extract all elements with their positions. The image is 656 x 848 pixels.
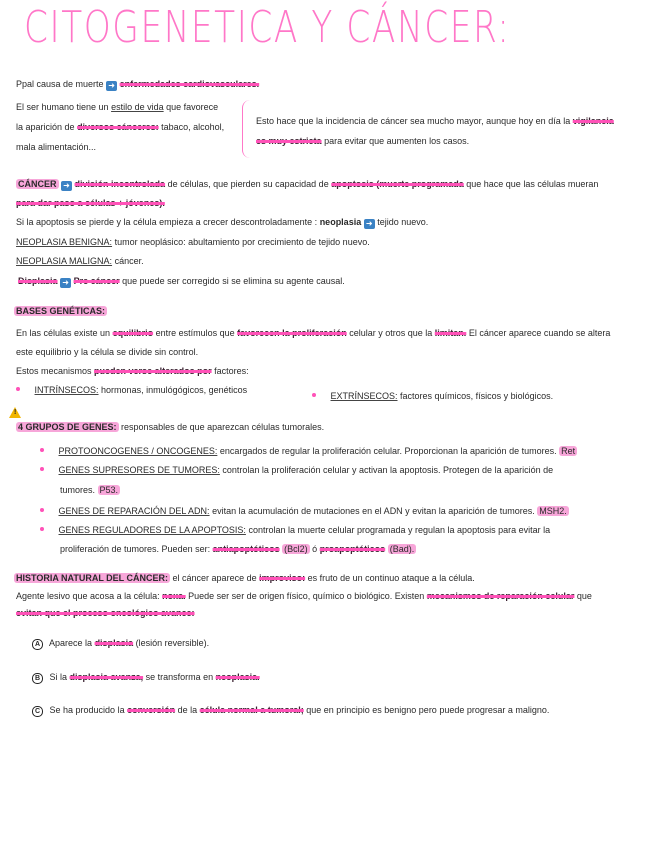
historia-line-3	[16, 607, 195, 619]
historia-text: Si la	[49, 672, 68, 682]
intro-text: Esto hace que la incidencia de cáncer sea mucho mayor, aunque hoy en día la	[256, 116, 571, 126]
cancer-line-5	[16, 255, 144, 267]
historia-text: Puede ser ser de origen físico, químico o biológico. Existen	[188, 591, 425, 601]
intro-highlight: enfermedades cardiovasculares.	[119, 79, 260, 89]
gene-group-label: GENES DE REPARACIÓN DEL ADN:	[58, 506, 210, 516]
bases-heading	[14, 305, 107, 317]
historia-text: Aparece la	[49, 638, 93, 648]
cancer-text: Si la apoptosis se pierde y la célula empieza a crecer descontroladamente :	[16, 217, 318, 227]
historia-line-1	[14, 572, 475, 584]
neoplasia-maligna-label: NEOPLASIA MALIGNA:	[16, 256, 113, 266]
cancer-label: CÁNCER	[18, 179, 57, 189]
cancer-bold: neoplasia	[319, 217, 362, 227]
intro-line-1	[16, 78, 259, 91]
intro-highlight: diversos cánceres:	[77, 122, 159, 132]
extrinsecos-label: EXTRÍNSECOS:	[330, 391, 398, 401]
gene-group-label: GENES SUPRESORES DE TUMORES:	[58, 465, 220, 475]
groups-text: tumores.	[60, 485, 96, 495]
intro-text: tabaco, alcohol,	[161, 122, 225, 132]
cancer-text: tumor neoplásico: abultamiento por crecimiento de tejido nuevo.	[114, 237, 370, 247]
intro-side-line-1	[256, 115, 614, 127]
historia-highlight: noxa.	[162, 591, 186, 601]
historia-highlight: mecanismos de reparación celular	[426, 591, 575, 601]
intro-text: la aparición de	[16, 122, 75, 132]
cancer-line-3	[16, 216, 428, 229]
step-number-icon: B	[32, 673, 43, 684]
historia-highlight: improviso:	[259, 573, 306, 583]
gene-tag: P53.	[99, 485, 119, 495]
cancer-line-2	[16, 197, 165, 209]
intro-line-4: mala alimentación...	[16, 142, 97, 152]
displasia-label: Displasia	[18, 276, 58, 286]
bases-line-2: este equilibrio y la célula se divide sin control.	[16, 347, 199, 357]
groups-heading-text: 4 GRUPOS DE GENES:	[18, 422, 117, 432]
arrow-right-icon: ➜	[106, 81, 117, 91]
bases-text: factores químicos, físicos y biológicos.	[400, 391, 554, 401]
bases-text: factores:	[214, 366, 249, 376]
gene-tag: (Bad).	[389, 544, 415, 554]
gene-tag: MSH2.	[539, 506, 567, 516]
bases-highlight: equilibrio	[112, 328, 154, 338]
step-number-icon: A	[32, 639, 43, 650]
gene-group-1	[40, 445, 577, 457]
intrinsecos-label: INTRÍNSECOS:	[34, 385, 99, 395]
historia-step-2	[32, 671, 260, 684]
warning-icon: !	[9, 407, 21, 418]
groups-text: responsables de que aparezcan células tumorales.	[121, 422, 325, 432]
gene-group-2	[40, 464, 553, 476]
historia-text: se transforma en	[145, 672, 214, 682]
historia-text: Se ha producido la	[49, 705, 125, 715]
intro-line-2	[16, 101, 218, 113]
historia-text: es fruto de un continuo ataque a la célula.	[307, 573, 475, 583]
historia-line-2	[16, 590, 592, 602]
gene-group-4-cont	[60, 543, 416, 555]
bullet-dot	[40, 527, 44, 531]
gene-group-4	[40, 524, 550, 536]
historia-highlight: conversión	[127, 705, 176, 715]
cancer-highlight: para dar paso a células + jóvenes).	[16, 198, 165, 208]
cancer-highlight: apoptosis (muerte programada	[331, 179, 464, 189]
historia-text: que en principio es benigno pero puede progresar a maligno.	[306, 705, 550, 715]
cancer-highlight: división incontrolada	[74, 179, 166, 189]
historia-text: Agente lesivo que acosa a la célula:	[16, 591, 160, 601]
historia-highlight: displasia avanza,	[69, 672, 144, 682]
intro-highlight: vigilancia	[572, 116, 614, 126]
bases-text: entre estímulos que	[155, 328, 235, 338]
historia-highlight: evitan que el proceso oncológico avance:	[16, 608, 195, 618]
cancer-text: tejido nuevo.	[377, 217, 429, 227]
bases-text: hormonas, inmulógógicos, genéticos	[101, 385, 248, 395]
intro-text: que favorece	[166, 102, 219, 112]
groups-highlight: proapoptóticos	[319, 544, 386, 554]
intrinsecos-item	[16, 384, 247, 396]
cancer-line-1	[16, 178, 598, 191]
bases-highlight: favorecen la proliferación	[237, 328, 347, 338]
historia-step-3	[32, 704, 549, 717]
brace-decoration	[242, 100, 251, 158]
bases-text: En las células existe un	[16, 328, 111, 338]
gene-group-label: PROTOONCOGENES / ONCOGENES:	[58, 446, 218, 456]
intro-line-3	[16, 121, 224, 133]
historia-text: que	[576, 591, 592, 601]
cancer-line-4	[16, 236, 370, 248]
groups-text: ó	[312, 544, 318, 554]
bases-highlight: pueden verse alterados por	[94, 366, 212, 376]
groups-text: proliferación de tumores. Pueden ser:	[60, 544, 211, 554]
bases-text: El cáncer aparece cuando se altera	[468, 328, 611, 338]
bases-line-1	[16, 327, 610, 339]
intro-text: El ser humano tiene un	[16, 102, 109, 112]
step-number-icon: C	[32, 706, 43, 717]
cancer-highlight: Pre cáncer	[73, 276, 120, 286]
historia-step-1	[32, 637, 209, 650]
cancer-text: cáncer.	[114, 256, 144, 266]
historia-text: (lesión reversible).	[135, 638, 210, 648]
neoplasia-benigna-label: NEOPLASIA BENIGNA:	[16, 237, 113, 247]
arrow-right-icon: ➜	[364, 219, 375, 229]
gene-tag: Ret	[561, 446, 576, 456]
groups-text: evitan la acumulación de mutaciones en el ADN y evitan la aparición de tumores.	[212, 506, 535, 516]
intro-text: para evitar que aumenten los casos.	[324, 136, 470, 146]
bases-line-3	[16, 365, 249, 377]
historia-text: el cáncer aparece de	[172, 573, 257, 583]
bases-text: celular y otros que la	[349, 328, 433, 338]
arrow-right-icon: ➜	[61, 181, 72, 191]
page-title: CITOGENETICA Y CÁNCER:	[24, 2, 511, 53]
historia-highlight: displasia	[94, 638, 134, 648]
bullet-dot	[40, 467, 44, 471]
bullet-dot	[40, 508, 44, 512]
extrinsecos-item	[312, 390, 553, 402]
intro-highlight: es muy estricta	[256, 136, 322, 146]
historia-highlight: célula normal a tumoral;	[199, 705, 304, 715]
intro-underline: estilo de vida	[111, 102, 164, 112]
cancer-line-6	[18, 275, 345, 288]
intro-side-line-2	[256, 135, 469, 147]
arrow-right-icon: ➜	[60, 278, 71, 288]
intro-text: Ppal causa de muerte	[16, 79, 104, 89]
gene-group-2-cont	[60, 484, 120, 496]
groups-heading	[16, 421, 324, 433]
gene-group-label: GENES REGULADORES DE LA APOPTOSIS:	[58, 525, 246, 535]
groups-text: encargados de regular la proliferación celular. Proporcionan la aparición de tumores.	[219, 446, 557, 456]
cancer-text: que hace que las células mueran	[466, 179, 599, 189]
bases-heading-text: BASES GENÉTICAS:	[16, 306, 106, 316]
bases-text: Estos mecanismos	[16, 366, 92, 376]
bullet-dot	[40, 448, 44, 452]
gene-group-3	[40, 505, 569, 517]
cancer-text: que puede ser corregido si se elimina su agente causal.	[122, 276, 345, 286]
historia-text: de la	[177, 705, 198, 715]
gene-tag: (Bcl2)	[284, 544, 308, 554]
groups-text: controlan la proliferación celular y activan la apoptosis. Protegen de la aparición de	[222, 465, 554, 475]
historia-highlight: neoplasia.	[215, 672, 260, 682]
groups-highlight: antiapoptóticos	[212, 544, 280, 554]
bases-highlight: limitan.	[434, 328, 467, 338]
bullet-dot	[312, 393, 316, 397]
groups-text: controlan la muerte celular programada y regulan la apoptosis para evitar la	[248, 525, 551, 535]
cancer-text: de células, que pierden su capacidad de	[167, 179, 329, 189]
bullet-dot	[16, 387, 20, 391]
historia-heading: HISTORIA NATURAL DEL CÁNCER:	[16, 573, 169, 583]
